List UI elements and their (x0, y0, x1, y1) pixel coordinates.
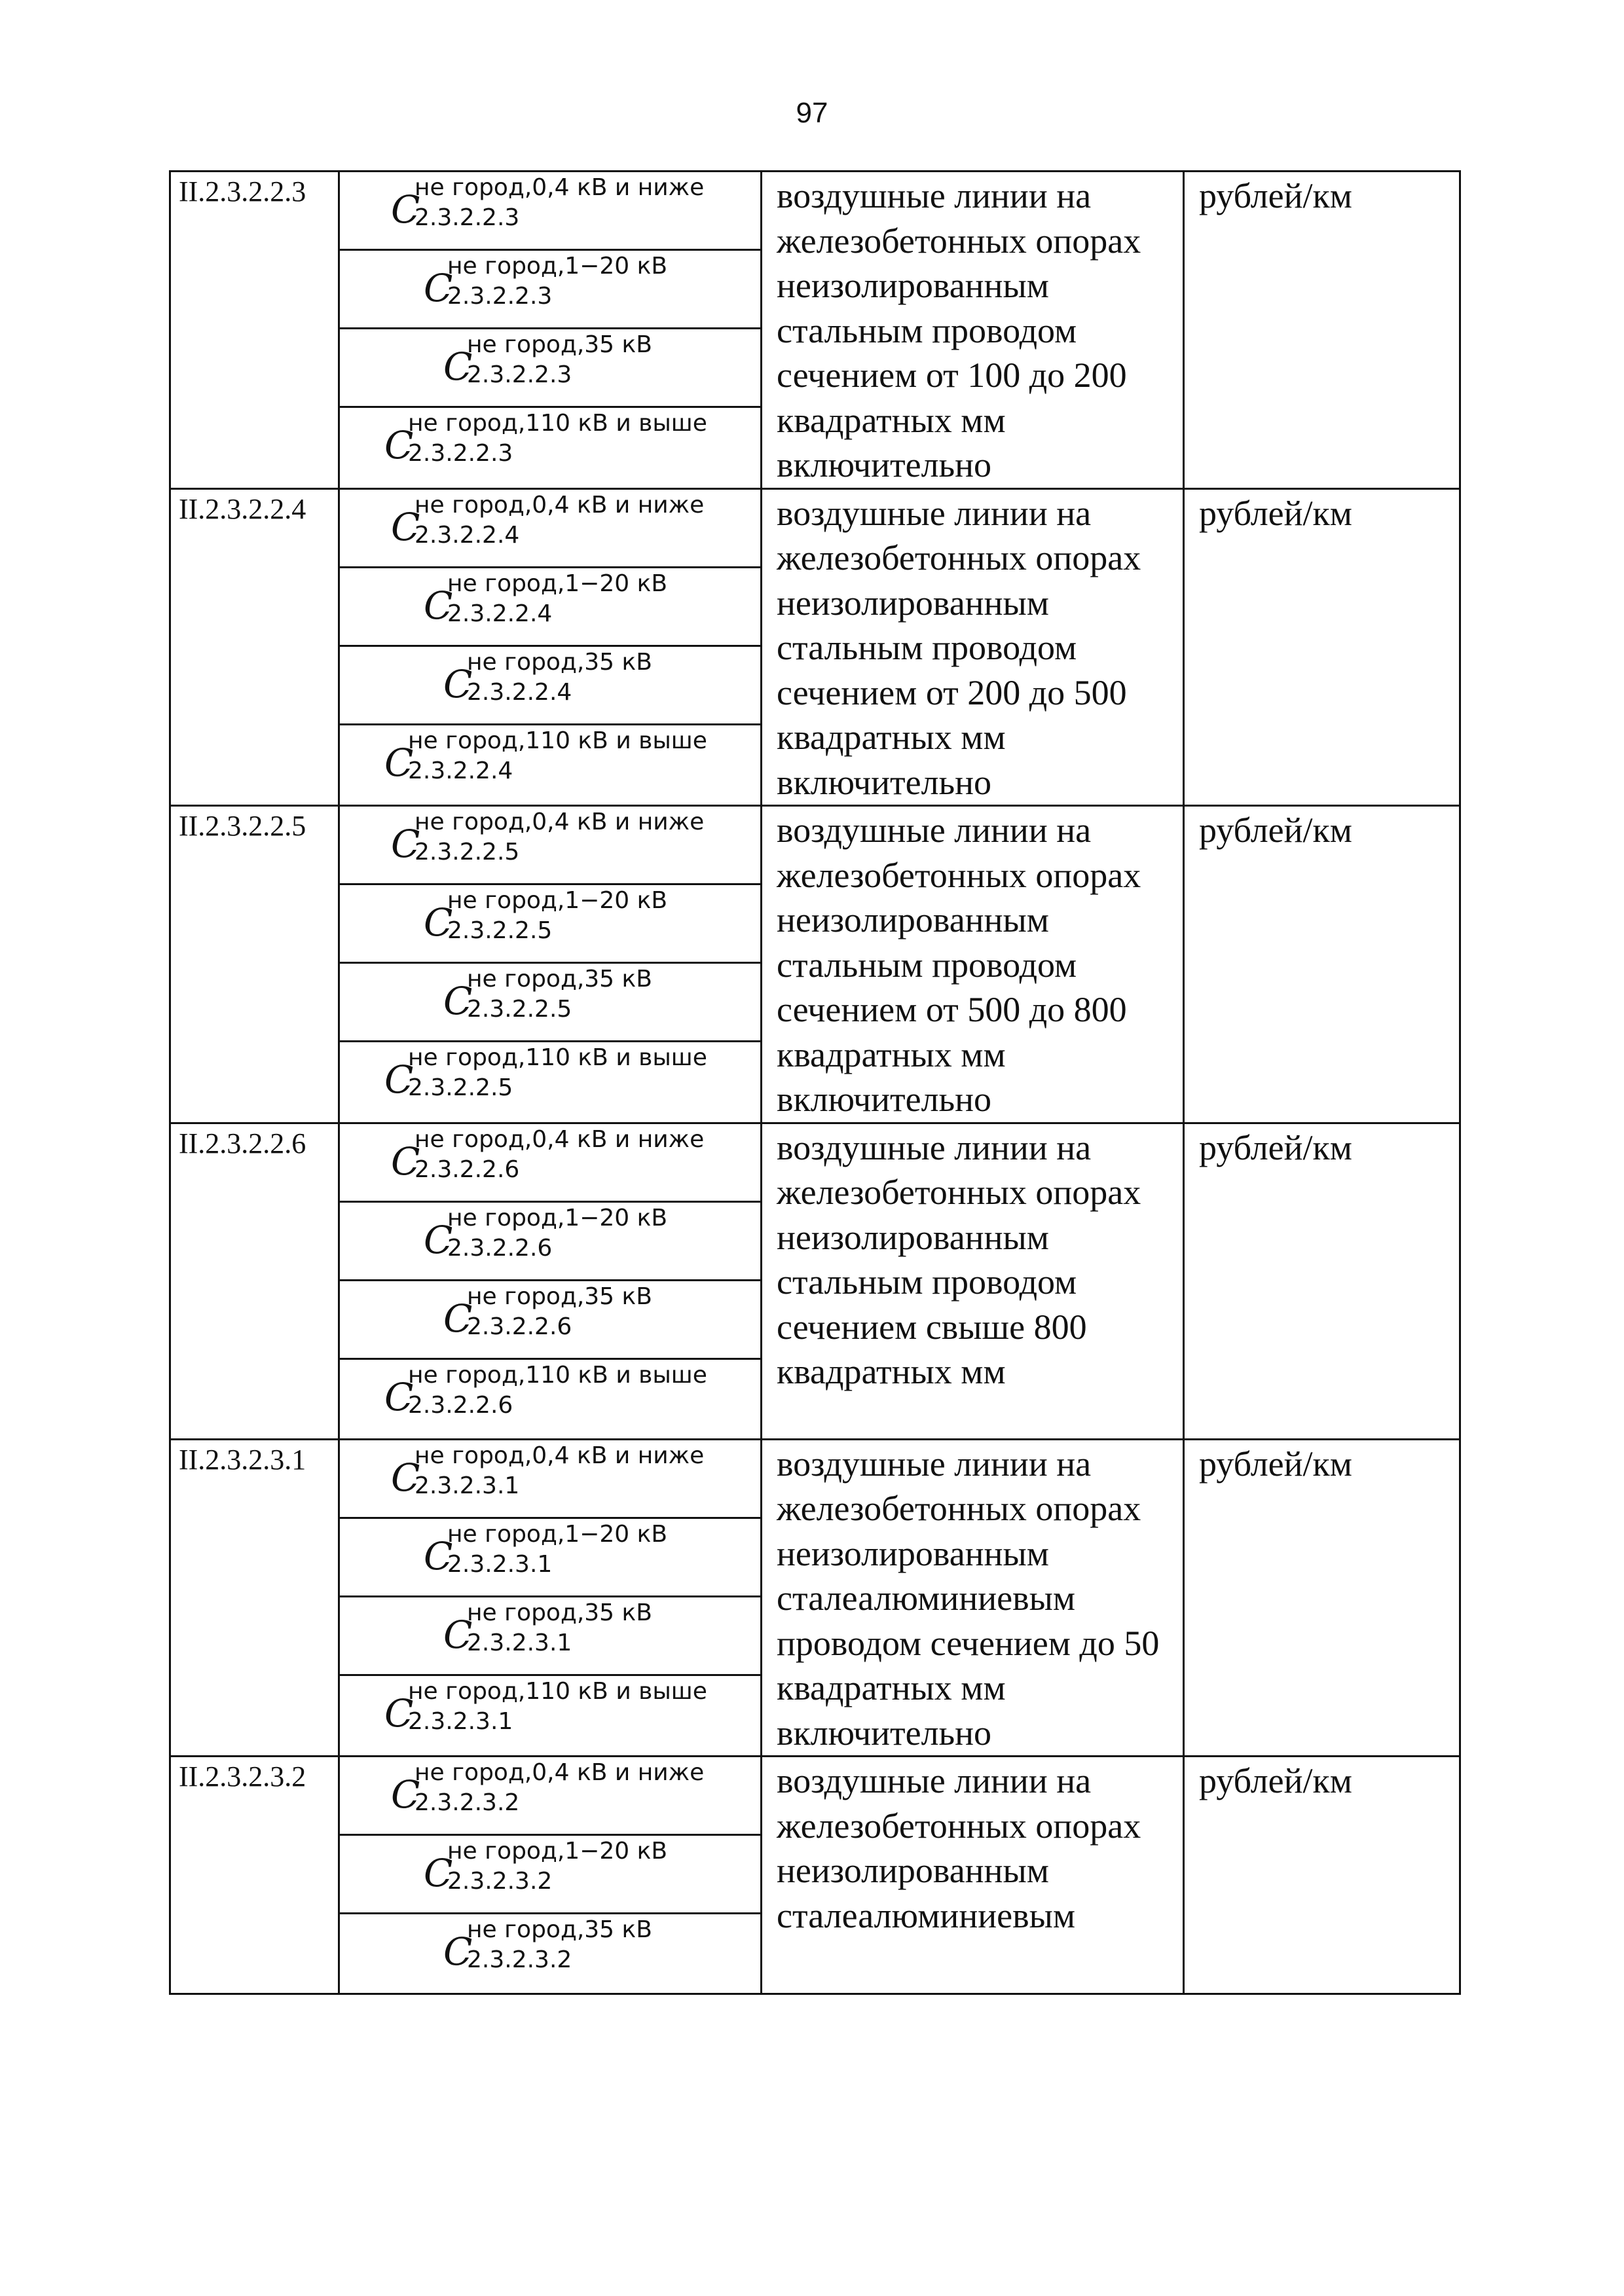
formula-base: C (384, 1690, 414, 1736)
formula-base: C (424, 266, 453, 310)
row-code: II.2.3.2.2.6 (170, 1123, 339, 1439)
formula-superscript: не город,35 кВ (467, 1916, 652, 1943)
formula-base: C (384, 1374, 414, 1419)
table-row (170, 806, 1460, 1123)
formula-subscript: 2.3.2.2.6 (447, 1234, 553, 1262)
formula-superscript: не город,0,4 кВ и ниже (415, 1125, 705, 1153)
row-description: воздушные линии на железобетонных опорах неизолированным стальным проводом сечением от 200 до 500 квадратных мм включительно (762, 488, 1184, 806)
row-symbols (339, 1757, 762, 1994)
formula-subscript: 2.3.2.2.6 (408, 1391, 513, 1419)
formula-base: C (384, 1057, 414, 1102)
symbol-item (340, 964, 760, 1042)
formula-base: C (424, 1533, 453, 1578)
row-description: воздушные линии на железобетонных опорах неизолированным сталеалюминиевым проводом сечением до 50 квадратных мм включительно (762, 1439, 1184, 1757)
formula-superscript: не город,1−20 кВ (447, 570, 668, 597)
formula-superscript: не город,0,4 кВ и ниже (415, 1442, 705, 1469)
formula-base: C (391, 504, 420, 549)
formula-base: C (424, 900, 453, 945)
formula-subscript: 2.3.2.2.3 (467, 361, 572, 388)
formula-subscript: 2.3.2.2.4 (408, 757, 513, 784)
row-description: воздушные линии на железобетонных опорах неизолированным стальным проводом сечением от 100 до 200 квадратных мм включительно (762, 172, 1184, 489)
symbol-list (340, 1124, 760, 1438)
symbol-item (340, 1757, 760, 1836)
row-description: воздушные линии на железобетонных опорах неизолированным стальным проводом сечением свыше 800 квадратных мм (762, 1123, 1184, 1439)
formula-superscript: не город,1−20 кВ (447, 1838, 668, 1865)
symbol-item (340, 1676, 760, 1755)
symbol-item (340, 568, 760, 647)
formula-subscript: 2.3.2.3.2 (467, 1946, 572, 1973)
symbol-item (340, 1597, 760, 1676)
formula-superscript: не город,1−20 кВ (447, 253, 668, 280)
symbol-item (340, 1440, 760, 1519)
symbol-item (340, 1914, 760, 1993)
symbol-item (340, 1281, 760, 1360)
formula-subscript: 2.3.2.3.2 (415, 1789, 520, 1816)
formula-base: C (443, 344, 473, 389)
formula-base: C (384, 423, 414, 467)
symbol-item (340, 725, 760, 804)
symbol-list (340, 1757, 760, 1993)
formula-superscript: не город,0,4 кВ и ниже (415, 1759, 705, 1786)
symbol-list (340, 172, 760, 486)
formula-superscript: не город,0,4 кВ и ниже (415, 174, 705, 201)
symbol-list (340, 807, 760, 1121)
row-unit: рублей/км (1184, 1757, 1460, 1994)
formula-superscript: не город,1−20 кВ (447, 1520, 668, 1548)
formula-base: C (443, 661, 473, 706)
symbol-item (340, 408, 760, 486)
symbol-item (340, 807, 760, 885)
formula-subscript: 2.3.2.2.4 (415, 521, 520, 549)
formula-base: C (384, 740, 414, 785)
formula-superscript: не город,35 кВ (467, 1599, 652, 1626)
row-description: воздушные линии на железобетонных опорах неизолированным сталеалюминиевым (762, 1757, 1184, 1994)
formula-base: C (391, 1455, 420, 1500)
table-row (170, 1757, 1460, 1994)
formula-superscript: не город,35 кВ (467, 1283, 652, 1310)
table-row (170, 1439, 1460, 1757)
row-unit: рублей/км (1184, 1439, 1460, 1757)
row-unit: рублей/км (1184, 488, 1460, 806)
row-symbols (339, 1439, 762, 1757)
symbol-list (340, 490, 760, 804)
symbol-item (340, 885, 760, 964)
formula-superscript: не город,35 кВ (467, 331, 652, 358)
formula-superscript: не город,35 кВ (467, 648, 652, 676)
tariff-table (169, 170, 1461, 1995)
formula-base: C (391, 187, 420, 232)
row-description: воздушные линии на железобетонных опорах неизолированным стальным проводом сечением от 500 до 800 квадратных мм включительно (762, 806, 1184, 1123)
formula-base: C (443, 979, 473, 1023)
formula-superscript: не город,0,4 кВ и ниже (415, 491, 705, 519)
formula-subscript: 2.3.2.2.3 (415, 204, 520, 231)
formula-superscript: не город,0,4 кВ и ниже (415, 809, 705, 835)
symbol-item (340, 172, 760, 251)
row-code: II.2.3.2.3.2 (170, 1757, 339, 1994)
formula-base: C (391, 1139, 420, 1184)
formula-subscript: 2.3.2.3.1 (447, 1550, 553, 1578)
row-unit: рублей/км (1184, 1123, 1460, 1439)
row-symbols (339, 806, 762, 1123)
symbol-item (340, 1124, 760, 1203)
formula-subscript: 2.3.2.2.5 (415, 839, 520, 866)
formula-superscript: не город,110 кВ и выше (408, 1361, 707, 1389)
formula-base: C (443, 1612, 473, 1657)
row-symbols (339, 1123, 762, 1439)
formula-superscript: не город,1−20 кВ (447, 887, 668, 914)
symbol-item (340, 490, 760, 568)
formula-superscript: не город,1−20 кВ (447, 1204, 668, 1231)
symbol-item (340, 1836, 760, 1914)
formula-subscript: 2.3.2.3.1 (467, 1629, 572, 1656)
formula-subscript: 2.3.2.2.5 (467, 996, 572, 1023)
formula-base: C (391, 822, 420, 866)
formula-subscript: 2.3.2.2.6 (415, 1156, 520, 1183)
formula-subscript: 2.3.2.2.3 (447, 283, 553, 310)
row-code: II.2.3.2.2.3 (170, 172, 339, 489)
row-code: II.2.3.2.2.5 (170, 806, 339, 1123)
symbol-item (340, 1360, 760, 1438)
symbol-item (340, 647, 760, 725)
formula-subscript: 2.3.2.2.5 (447, 917, 553, 944)
formula-superscript: не город,110 кВ и выше (408, 1677, 707, 1705)
symbol-item (340, 1042, 760, 1121)
formula-subscript: 2.3.2.3.1 (415, 1472, 520, 1499)
page-number: 97 (796, 97, 828, 129)
symbol-list (340, 1440, 760, 1755)
symbol-item (340, 329, 760, 408)
table-row (170, 1123, 1460, 1439)
table-row (170, 172, 1460, 489)
table-body (170, 172, 1460, 1994)
formula-base: C (424, 1217, 453, 1262)
formula-base: C (424, 1851, 453, 1895)
formula-subscript: 2.3.2.2.6 (467, 1313, 572, 1340)
formula-subscript: 2.3.2.3.2 (447, 1868, 553, 1895)
row-code: II.2.3.2.3.1 (170, 1439, 339, 1757)
symbol-item (340, 1203, 760, 1281)
formula-subscript: 2.3.2.2.4 (467, 678, 572, 706)
row-unit: рублей/км (1184, 806, 1460, 1123)
formula-base: C (391, 1772, 420, 1817)
symbol-item (340, 251, 760, 329)
formula-base: C (424, 583, 453, 628)
table-row (170, 488, 1460, 806)
formula-superscript: не город,110 кВ и выше (408, 410, 707, 437)
formula-subscript: 2.3.2.2.3 (408, 440, 513, 467)
formula-subscript: 2.3.2.2.5 (408, 1074, 513, 1101)
formula-base: C (443, 1929, 473, 1974)
formula-superscript: не город,110 кВ и выше (408, 1044, 707, 1071)
formula-subscript: 2.3.2.2.4 (447, 600, 553, 627)
row-code: II.2.3.2.2.4 (170, 488, 339, 806)
row-symbols (339, 488, 762, 806)
formula-superscript: не город,110 кВ и выше (408, 727, 707, 754)
row-symbols (339, 172, 762, 489)
formula-base: C (443, 1296, 473, 1341)
symbol-item (340, 1519, 760, 1597)
formula-superscript: не город,35 кВ (467, 966, 652, 993)
formula-subscript: 2.3.2.3.1 (408, 1707, 513, 1735)
row-unit: рублей/км (1184, 172, 1460, 489)
